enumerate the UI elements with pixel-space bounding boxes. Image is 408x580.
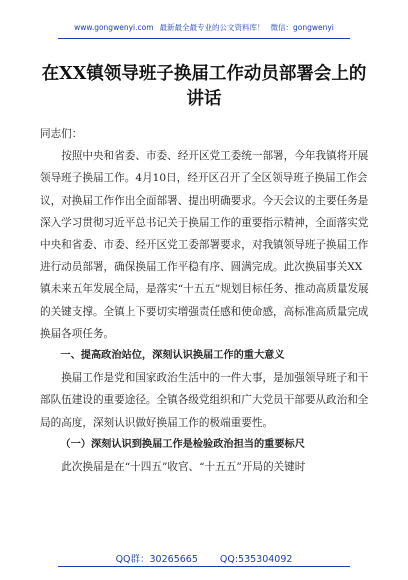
page-footer xyxy=(0,551,408,565)
footer-qq-group: QQ群：30265665 xyxy=(115,554,198,565)
header-site[interactable]: www.gongwenyi.com xyxy=(74,23,154,32)
header-divider xyxy=(58,38,350,39)
body-paragraph: 换届工作是党和国家政治生活中的一件大事，是加强领导班子和干部队伍建设的重要途径。全镇各级党组织和广大党员干部要从政治和全局的高度，深刻认识做好换届工作的极端重要性。 xyxy=(40,372,369,429)
section-heading: 一、提高政治站位，深刻认识换届工作的重大意义 xyxy=(60,350,285,362)
salutation: 同志们： xyxy=(40,128,83,140)
body-paragraph: 按照中央和省委、市委、经开区党工委统一部署，今年我镇将开展领导班子换届工作。4月10日，经开区召开了全区领导班子换届工作会议，对换届工作作出全面部署、提出明确要求。今天会议的主要任务是深入学习贯彻习近平总书记关于换届工作的重要指示精神，全面落实党中央和省委、市委、经开区党工委部署要求，对我镇领导班子换届工作进行动员部署，确保换届工作平稳有序、圆满完成。此次换届事关XX镇未来五年发展全局，是落实“十五五”规划目标任务、推动高质量发展的关键支撑。全镇上下要切实增强责任感和使命感，高标准高质量完成换届各项任务。 xyxy=(40,150,369,340)
header-wechat: 微信：gongwenyi xyxy=(270,23,334,32)
footer-divider xyxy=(58,566,350,567)
page-header xyxy=(0,22,408,33)
footer-qq: QQ:535304092 xyxy=(219,554,293,565)
subsection-heading: （一）深刻认识到换届工作是检验政治担当的重要标尺 xyxy=(60,438,305,450)
header-slogan: 最新最全最专业的公文资料库！ xyxy=(159,23,265,32)
body-paragraph: 此次换届是在“十四五”收官、“十五五”开局的关键时 xyxy=(61,461,306,474)
document-title: 在XX镇领导班子换届工作动员部署会上的讲话 xyxy=(41,64,367,109)
document-body xyxy=(40,123,370,478)
